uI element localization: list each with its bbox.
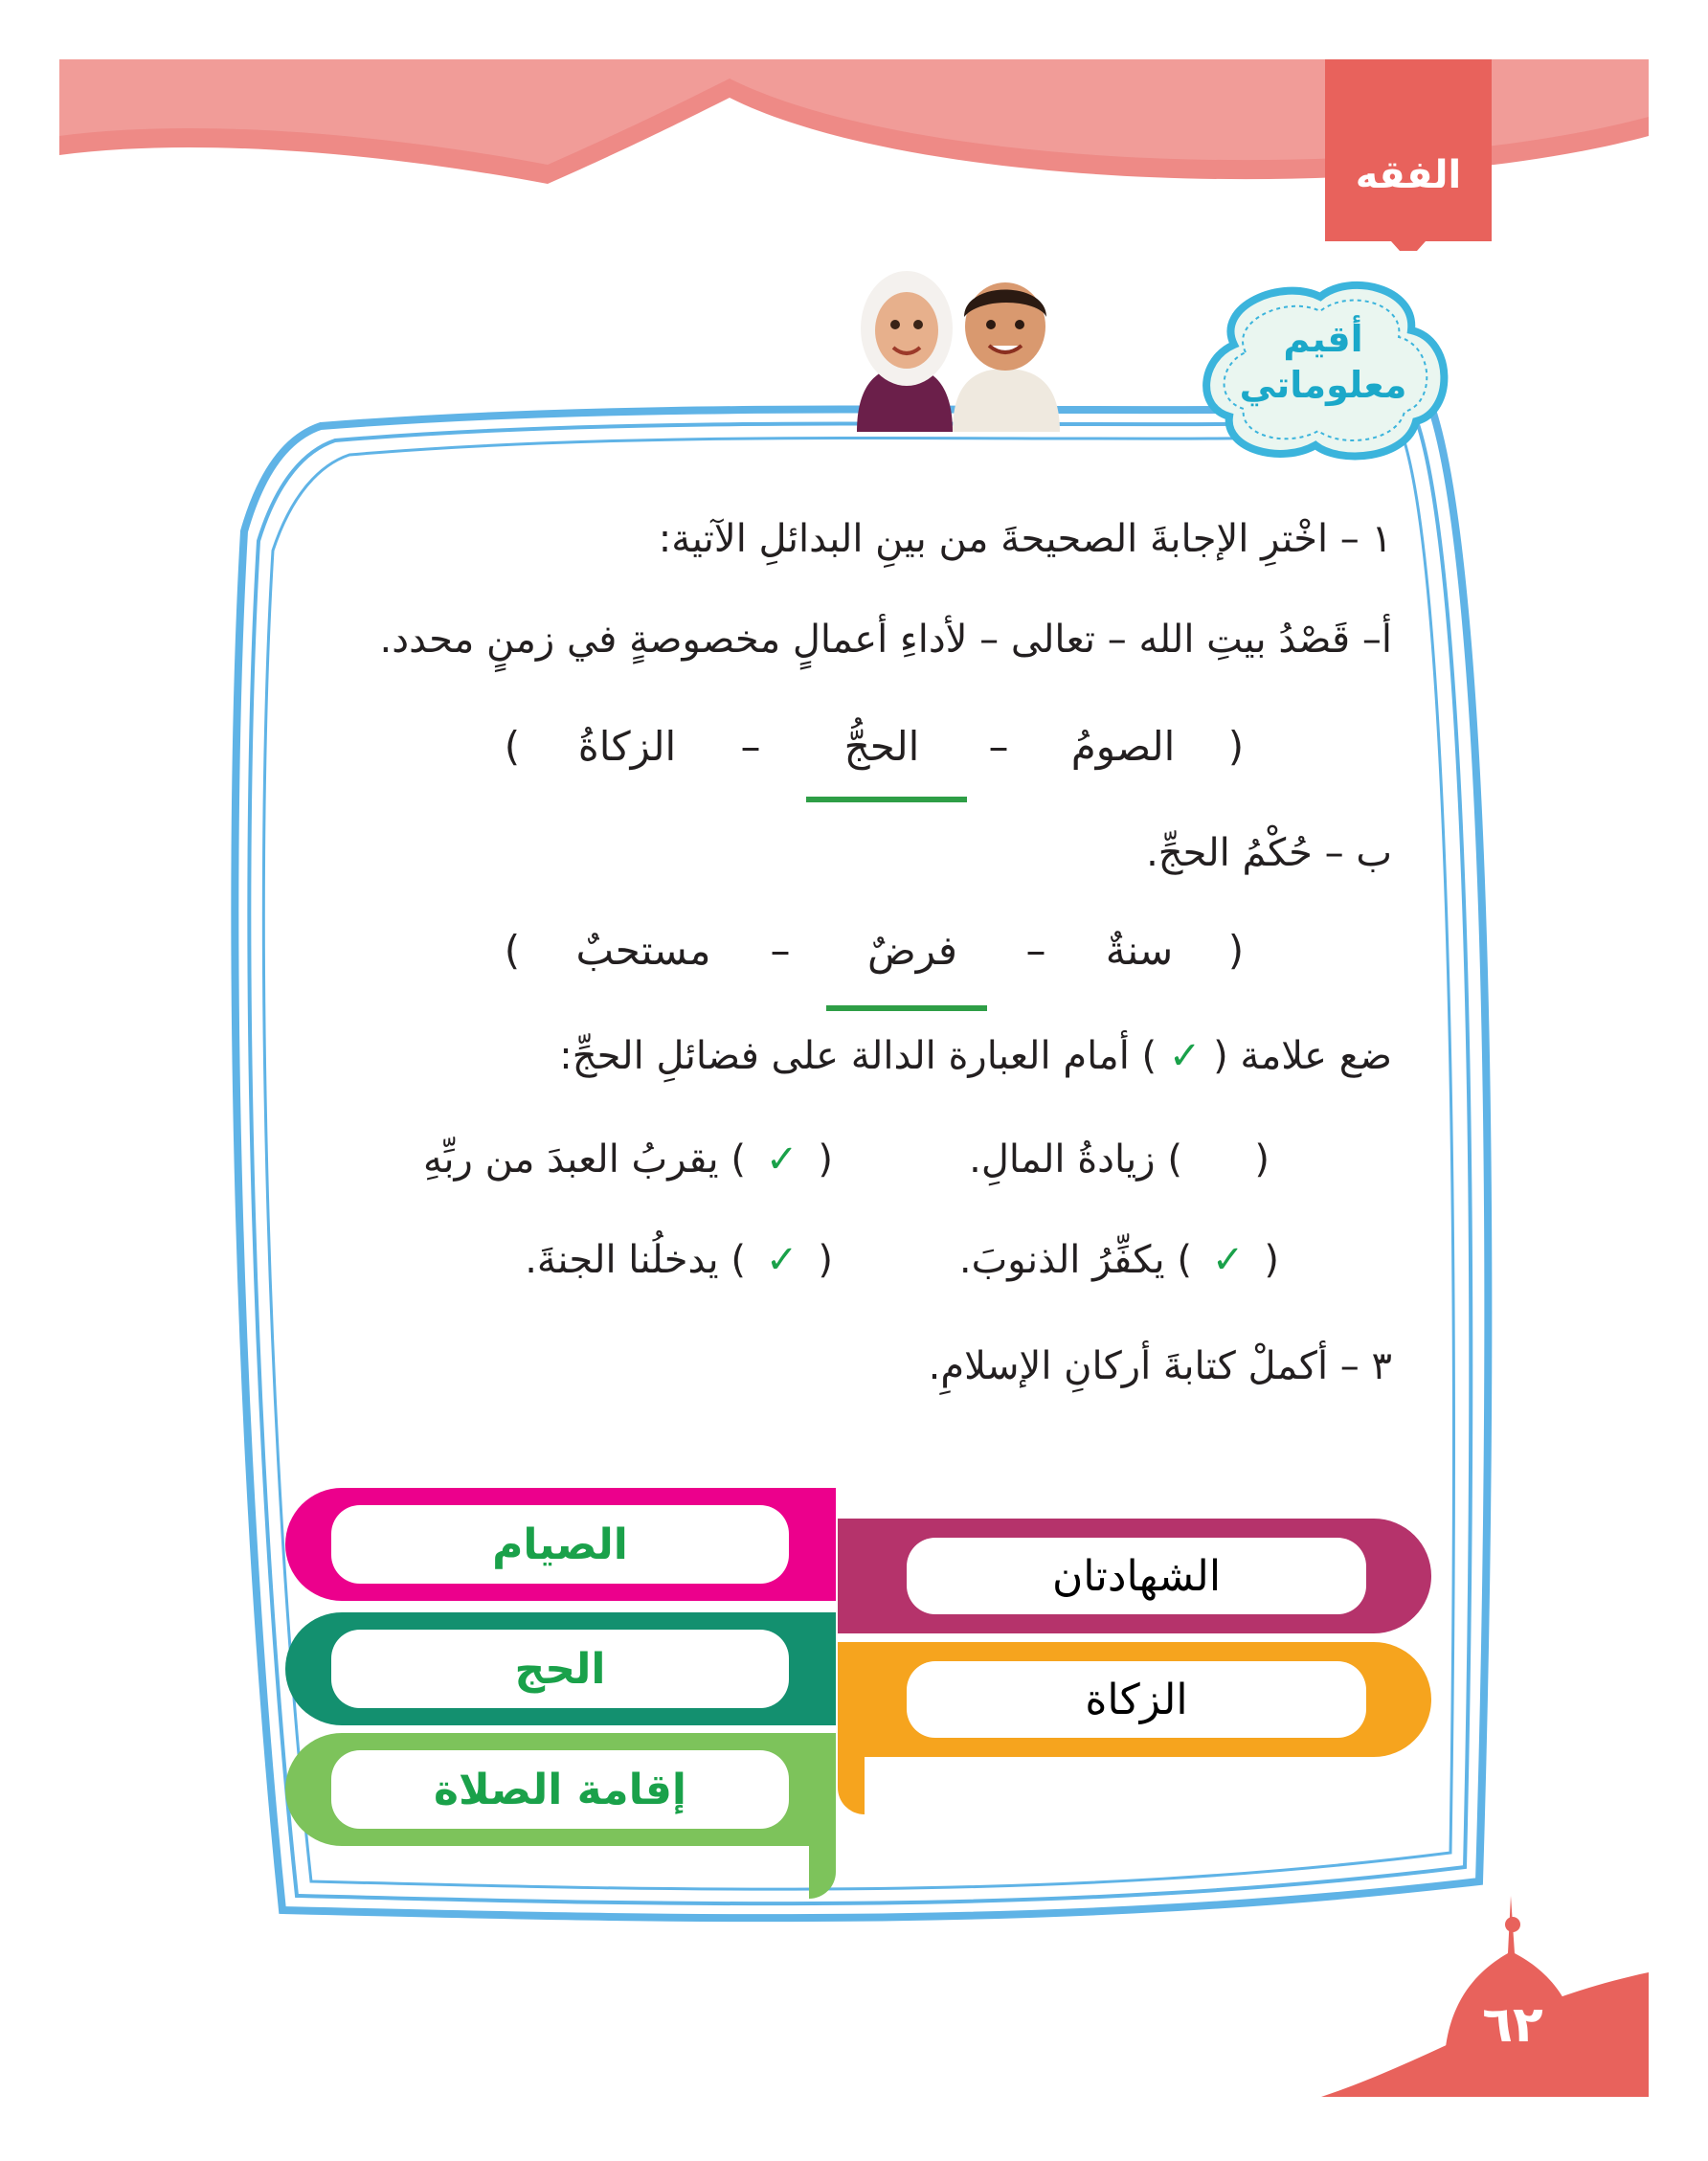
pillar-field[interactable]: إقامة الصلاة: [331, 1750, 789, 1829]
item-text: زيادةُ المالِ.: [969, 1137, 1156, 1182]
item-text: يقربُ العبدَ من ربِّهِ: [422, 1137, 719, 1182]
close-paren: ): [504, 927, 521, 974]
question-2-instruction: [559, 1034, 1392, 1078]
option-zakat[interactable]: الزكاةُ: [577, 723, 677, 770]
open-paren: (: [1227, 927, 1245, 974]
page-corner-dome: [1321, 1867, 1649, 2097]
option-sunnah[interactable]: سنةٌ: [1105, 927, 1174, 974]
pillar-zakat: [838, 1642, 1431, 1757]
option-mustahab[interactable]: مستحبٌ: [575, 927, 711, 974]
selected-answer-underline: [806, 797, 967, 802]
pillar-field[interactable]: الصيام: [331, 1505, 789, 1584]
badge-line-2: معلوماتي: [1239, 364, 1407, 406]
question-1b-options: [0, 927, 1708, 984]
open-paren: (: [1227, 723, 1245, 770]
option-sawm[interactable]: الصومُ: [1070, 723, 1176, 770]
pillar-shahadatan: [838, 1519, 1431, 1633]
review-badge-label: [1208, 316, 1438, 408]
badge-line-1: أقيم: [1283, 318, 1363, 360]
pillar-hajj: [285, 1612, 836, 1725]
option-fard[interactable]: فرضٌ: [866, 927, 958, 974]
checklist-item[interactable]: ( ) زيادةُ المالِ.: [969, 1137, 1270, 1182]
check-icon: ✓: [1168, 1034, 1202, 1078]
checklist-item[interactable]: ( ✓ ) يدخلُنا الجنةَ.: [525, 1238, 833, 1282]
instruction-before: ضع علامة (: [1213, 1034, 1392, 1078]
dash: –: [988, 723, 1009, 770]
dash: –: [1025, 927, 1046, 974]
check-icon: ✓: [1211, 1238, 1245, 1282]
question-1a-prompt: أ– قَصْدُ بيتِ الله – تعالى – لأداءِ أعمالٍ مخصوصةٍ في زمنٍ محدد.: [379, 618, 1392, 662]
pillar-field[interactable]: الشهادتان: [907, 1538, 1366, 1614]
question-3-instruction: ٣ – أكملْ كتابةَ أركانِ الإسلامِ.: [928, 1344, 1392, 1388]
item-text: يكفِّرُ الذنوبَ.: [958, 1238, 1165, 1282]
checklist-item[interactable]: ( ✓ ) يقربُ العبدَ من ربِّهِ: [422, 1137, 833, 1182]
pillar-field[interactable]: الزكاة: [907, 1661, 1366, 1738]
check-icon: ✓: [765, 1238, 798, 1282]
question-1-instruction: ١ – اخْترِ الإجابةَ الصحيحةَ من بينِ البدائلِ الآتية:: [658, 517, 1392, 561]
page-number: ٦٢: [1482, 1996, 1543, 2054]
item-text: يدخلُنا الجنةَ.: [525, 1238, 719, 1282]
checklist-item[interactable]: ( ✓ ) يكفِّرُ الذنوبَ.: [958, 1238, 1279, 1282]
check-icon: ✓: [765, 1137, 798, 1182]
instruction-after: ) أمام العبارة الدالة على فضائلِ الحجِّ:: [559, 1034, 1157, 1078]
close-paren: ): [504, 723, 521, 770]
dash: –: [770, 927, 791, 974]
option-hajj[interactable]: الحجُّ: [843, 723, 920, 770]
dash: –: [740, 723, 761, 770]
subject-tab-label: الفقه: [1355, 153, 1462, 197]
children-illustration: [847, 261, 1069, 432]
pillar-field[interactable]: الحج: [331, 1630, 789, 1708]
pillar-salah: [285, 1733, 836, 1846]
question-1b-prompt: ب – حُكْمُ الحجِّ.: [1146, 831, 1392, 875]
selected-answer-underline: [826, 1005, 987, 1011]
pillar-siyam: [285, 1488, 836, 1601]
question-1a-options: [0, 723, 1708, 780]
